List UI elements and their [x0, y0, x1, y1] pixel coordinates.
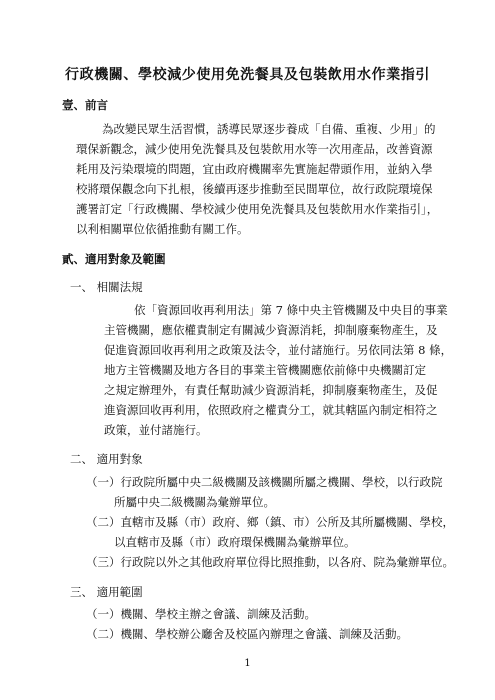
regulations-line: 之規定辦理外，有責任幫助減少資源消耗，抑制廢棄物產生，及促	[104, 383, 438, 397]
preface-line: 耗用及污染環境的問題，宜由政府機關率先實施起帶頭作用，並納入學	[76, 162, 433, 176]
regulations-line: 地方主管機關及地方各目的事業主管機關應依前條中央機關訂定	[104, 363, 426, 377]
regulations-line: 進資源回收再利用，依照政府之權責分工，就其轄區內制定相符之	[104, 403, 438, 417]
preface-line: 以利相關單位依循推動有關工作。	[76, 222, 249, 236]
target-line: 所屬中央二級機關為彙辦單位。	[114, 495, 275, 509]
target-line: 以直轄市及縣（市）政府環保機關為彙辦單位。	[114, 535, 356, 549]
target-line: （二）直轄市及縣（市）政府、鄉（鎮、市）公所及其所屬機關、學校，	[86, 515, 454, 529]
regulations-line: 政策，並付諸施行。	[104, 423, 208, 437]
page-number: 1	[244, 658, 251, 669]
section-heading-preface: 壹、前言	[62, 98, 108, 112]
regulations-line: 促進資源回收再利用之政策及法令，並付諸施行。另依同法第 8 條，	[104, 343, 453, 357]
item-label-targets: 二、 適用對象	[70, 452, 143, 466]
preface-line: 環保新觀念，減少使用免洗餐具及包裝飲用水等一次用產品，改善資源	[76, 142, 433, 156]
preface-line: 為改變民眾生活習慣，誘導民眾逐步養成「自備、重複、少用」的	[102, 122, 436, 136]
scope-line: （二）機關、學校辦公廳舍及校區內辦理之會議、訓練及活動。	[86, 627, 408, 641]
document-title: 行政機關、學校減少使用免洗餐具及包裝飲用水作業指引	[65, 67, 430, 83]
section-heading-scope: 貳、適用對象及範圍	[62, 252, 166, 266]
regulations-line: 主管機關，應依權責制定有關減少資源消耗，抑制廢棄物產生，及	[104, 323, 438, 337]
item-label-scope: 三、 適用範圍	[70, 585, 143, 599]
scope-line: （一）機關、學校主辦之會議、訓練及活動。	[86, 607, 316, 621]
target-line: （一）行政院所屬中央二級機關及該機關所屬之機關、學校，以行政院	[86, 475, 443, 489]
target-line: （三）行政院以外之其他政府單位得比照推動，以各府、院為彙辦單位。	[86, 555, 454, 569]
item-label-regulations: 一、 相關法規	[70, 280, 143, 294]
preface-line: 校將環保觀念向下扎根，後續再逐步推動至民間單位，故行政院環境保	[76, 182, 433, 196]
regulations-line: 依「資源回收再利用法」第 7 條中央主管機關及中央目的事業	[134, 303, 448, 317]
preface-line: 護署訂定「行政機關、學校減少使用免洗餐具及包裝飲用水作業指引」，	[76, 202, 439, 216]
